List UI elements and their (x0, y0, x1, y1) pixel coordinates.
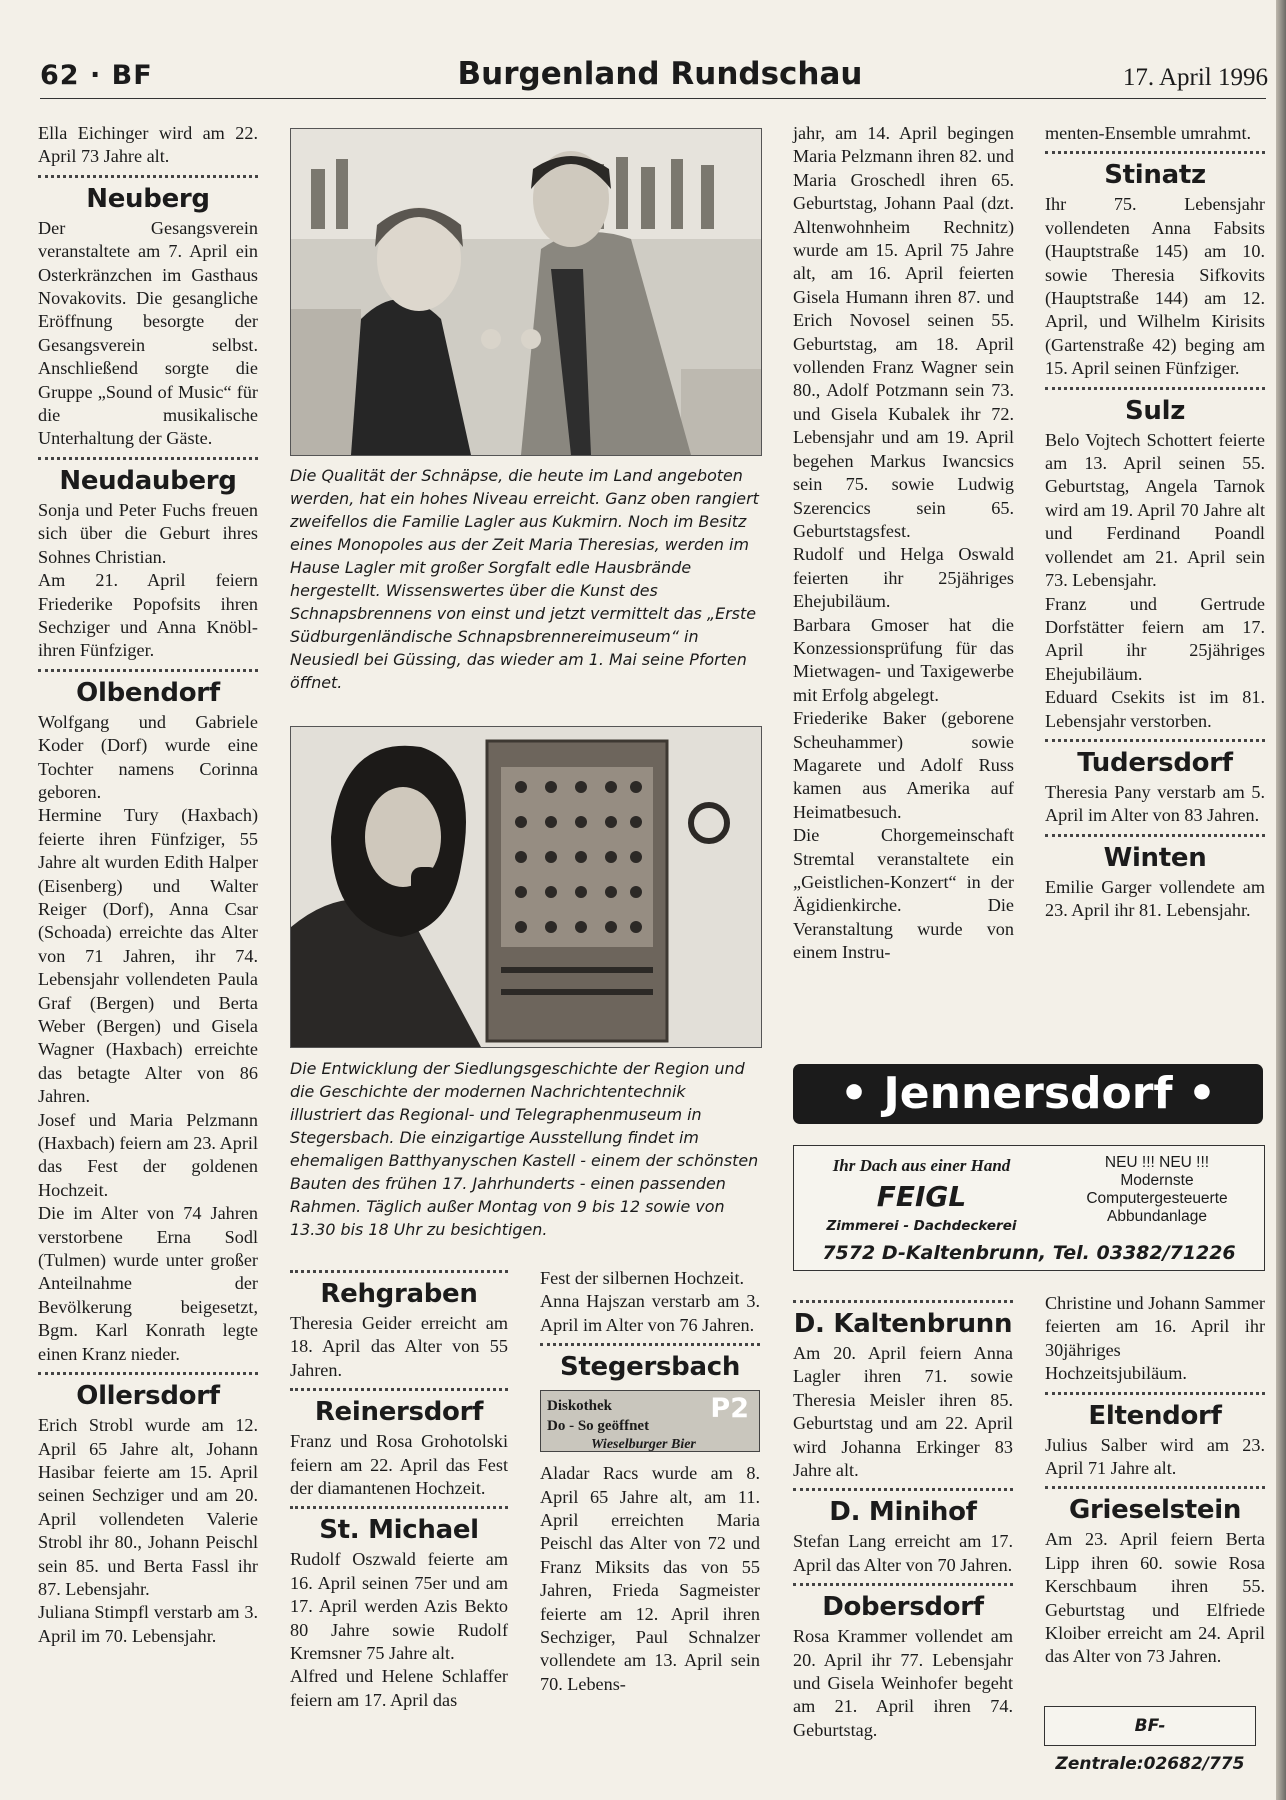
photo-telegraph-woman (290, 726, 762, 1048)
ad-text: Do - So geöffnet (547, 1418, 650, 1435)
ad-slogan: Ihr Dach aus einer Hand (832, 1156, 1011, 1175)
article-text: Der Gesangsverein veranstaltete am 7. April ein Osterkränzchen im Gasthaus Novakovits. Die gesangliche Eröffnung besorgte der Gesangsverein selbst. Anschließend sorgte die Gruppe „Sound of Music“ für die musikalische Unterhaltung der Gäste. (38, 217, 258, 449)
photo-caption: Die Entwicklung der Siedlungsgeschichte der Region und die Geschichte der modernen Nachrichtentechnik illustriert das Regional- und Telegraphenmuseum in Stegersbach. Die einzigartige Ausstellung findet im ehemaligen Batthyanyschen Kastell - einem der schönsten Bauten des frühen 17. Jahrhunderts - einen passenden Rahmen. Täglich außer Montag von 9 bis 12 sowie von 13.30 bis 18 Uhr zu besichtigen. (290, 1059, 759, 1239)
article-text: Anna Hajszan verstarb am 3. April im Alter von 76 Jahren. (540, 1291, 760, 1335)
article-text: Fest der silbernen Hochzeit. (540, 1268, 745, 1288)
article-text: Juliana Stimpfl verstarb am 3. April im 70. Lebensjahr. (38, 1602, 258, 1646)
article-text: Sonja und Peter Fuchs freuen sich über die Geburt ihres Sohnes Christian. (38, 499, 258, 567)
header-rule (40, 98, 1266, 99)
ad-company-name: FEIGL (876, 1180, 967, 1213)
dotted-separator (38, 175, 258, 178)
ad-text: Wieselburger Bier (591, 1437, 696, 1453)
dotted-separator (793, 1583, 1013, 1586)
article-text: Stefan Lang erreicht am 17. April das Alter von 70 Jahren. (793, 1531, 1013, 1575)
feigl-advertisement (793, 1145, 1265, 1271)
section-heading-sulz: Sulz (1124, 395, 1186, 426)
column-5 (1045, 122, 1265, 923)
article-text: Alfred und Helene Schlaffer feiern am 17. April das (290, 1666, 508, 1710)
article-text: Erich Strobl wurde am 12. April 65 Jahre alt, Johann Hasibar feierte am 15. April seinen Sechziger und am 20. April vollendeten Valerie Strobl ihr 80., Johann Peischl sein 85. und Berta Fassl ihr 87. Lebensjahr. (38, 1415, 258, 1599)
section-heading-neuberg: Neuberg (86, 183, 210, 214)
page-number: 62 · BF (40, 60, 153, 91)
section-heading-st-michael: St. Michael (319, 1515, 479, 1546)
section-heading-d-minihof: D. Minihof (829, 1497, 977, 1528)
diskothek-ad (540, 1390, 760, 1452)
section-heading-ollersdorf: Ollersdorf (76, 1381, 220, 1412)
section-heading-dobersdorf: Dobersdorf (822, 1592, 984, 1623)
section-heading-winten: Winten (1103, 842, 1207, 873)
section-heading-stinatz: Stinatz (1104, 160, 1206, 191)
article-text: Rudolf Oszwald feierte am 16. April seinen 75er und am 17. April werden Azis Bekto 80 Jahre sowie Rudolf Kremsner 75 Jahre alt. (290, 1549, 508, 1664)
article-text: Rudolf und Helga Oswald feierten ihr 25jähriges Ehejubiläum. (793, 544, 1014, 612)
article-text: Rosa Krammer vollendet am 20. April ihr 77. Lebensjahr und Gisela Weinhofer begeht am 21. April ihren 74. Geburtstag. (793, 1626, 1013, 1740)
photo-caption: Die Qualität der Schnäpse, die heute im Land angeboten werden, hat ein hohes Niveau erreicht. Ganz oben rangiert zweifellos die Familie Lagler aus Kukmirn. Noch im Besitz eines Monopoles aus der Zeit Maria Theresias, werden im Hause Lagler mit großer Sorgfalt edle Hausbrände hergestellt. Wissenswertes über die Kunst des Schnapsbrennens von einst und jetzt vermittelt das „Erste Südburgenländische Schnapsbrennereimuseum“ in Neusiedl bei Güssing, das wieder am 1. Mai seine Pforten öffnet. (290, 466, 759, 692)
dotted-separator (38, 1372, 258, 1375)
dotted-separator (1045, 739, 1265, 742)
article-text: Die Chorgemeinschaft Stremtal veranstaltete ein „Geistlichen-Konzert“ in der Ägidienkirche. Die Veranstaltung wurde von einem Instru- (793, 825, 1014, 963)
section-heading-tudersdorf: Tudersdorf (1077, 747, 1233, 778)
issue-date: 17. April 1996 (1122, 64, 1268, 91)
dotted-separator (290, 1506, 508, 1509)
dotted-separator (290, 1388, 508, 1391)
ad-news-line: Abbundanlage (1107, 1208, 1207, 1225)
photo-illustration (291, 129, 761, 455)
dotted-separator (1045, 151, 1265, 154)
article-text: Friederike Baker (geborene Scheuhammer) sowie Magarete und Adolf Russ kamen aus Amerika auf Heimatbesuch. (793, 708, 1014, 822)
article-text: Am 21. April feiern Friederike Popofsits ihren Sechziger und Anna Knöbl-ihren Fünfziger. (38, 570, 258, 661)
dotted-separator (38, 669, 258, 672)
dotted-separator (38, 457, 258, 460)
dotted-separator (540, 1343, 760, 1346)
article-text: Wolfgang und Gabriele Koder (Dorf) wurde eine Tochter namens Corinna geboren. (38, 711, 258, 802)
column-6 (793, 1294, 1013, 1742)
dotted-separator (1045, 1486, 1265, 1489)
article-text: Ihr 75. Lebensjahr vollendeten Anna Fabsits (Hauptstraße 145) am 10. sowie Theresia Sifkovits (Hauptstraße 144) am 12. April, und Wilhelm Kirisits (Gartenstraße 42) beging am 15. April seinen Fünfziger. (1045, 194, 1265, 379)
section-heading-olbendorf: Olbendorf (76, 677, 220, 708)
ad-news-line: NEU !!! NEU !!! (1104, 1154, 1210, 1171)
section-heading-d-kaltenbrunn: D. Kaltenbrunn (793, 1309, 1013, 1339)
article-text: Josef und Maria Pelzmann (Haxbach) feiern am 23. April das Fest der goldenen Hochzeit. (38, 1109, 258, 1200)
ad-logo: P2 (710, 1393, 749, 1425)
article-text: Theresia Pany verstarb am 5. April im Alter von 83 Jahren. (1045, 781, 1265, 826)
column-4 (793, 122, 1014, 965)
section-heading-stegersbach: Stegersbach (559, 1352, 741, 1383)
column-1 (38, 122, 258, 1648)
section-heading-rehgraben: Rehgraben (320, 1279, 478, 1309)
article-text: Theresia Geider erreicht am 18. April das Alter von 55 Jahren. (290, 1313, 508, 1380)
column-2 (290, 1264, 508, 1712)
ad-text: Diskothek (547, 1398, 613, 1415)
column-7 (1045, 1292, 1265, 1669)
dotted-separator (793, 1488, 1013, 1491)
ad-news-line: Modernste (1120, 1172, 1194, 1189)
column-3 (540, 1267, 760, 1696)
photo-schnapps-couple (290, 128, 762, 456)
article-text: Barbara Gmoser hat die Konzessionsprüfung für das Mietwagen- und Taxigewerbe mit Erfolg abgelegt. (793, 614, 1014, 705)
page-edge-shadow (1276, 0, 1286, 1800)
dotted-separator (1045, 1392, 1265, 1395)
article-text: menten-Ensemble umrahmt. (1045, 123, 1252, 143)
article-text: Die im Alter von 74 Jahren verstorbene Erna Sodl (Tulmen) wurde unter großer Anteilnahme der Bevölkerung beigesetzt, Bgm. Karl Konrath legte einen Kranz nieder. (38, 1203, 258, 1364)
ad-news (1062, 1154, 1252, 1226)
section-banner-jennersdorf: • Jennersdorf • (793, 1064, 1263, 1124)
ad-news-line: Computergesteuerte (1086, 1190, 1228, 1207)
section-heading-grieselstein: Grieselstein (1068, 1495, 1242, 1526)
article-text: Eduard Csekits ist im 81. Lebensjahr verstorben. (1045, 687, 1265, 731)
photo-illustration (291, 727, 761, 1047)
section-heading-reinersdorf: Reinersdorf (314, 1397, 484, 1428)
dotted-separator (793, 1300, 1013, 1303)
dotted-separator (1045, 834, 1265, 837)
article-text: Ella Eichinger wird am 22. April 73 Jahre alt. (38, 123, 258, 167)
article-text: Belo Vojtech Schottert feierte am 13. April seinen 55. Geburtstag, Angela Tarnok wird am 19. April 70 Jahre alt und Ferdinand Poandl vollendet am 21. April sein 73. Lebensjahr. (1045, 429, 1265, 591)
article-text: Franz und Rosa Grohotolski feiern am 22. April das Fest der diamantenen Hochzeit. (290, 1431, 508, 1499)
ad-trade: Zimmerei - Dachdeckerei (826, 1218, 1017, 1234)
article-text: Aladar Racs wurde am 8. April 65 Jahre alt, am 11. April erreichten Maria Peischl das Alter von 72 und Franz Miksits das von 55 Jahren, Frieda Sagmeister feierte am 12. April ihren Sechziger, Paul Schnalzer vollendete am 13. April sein 70. Lebens- (540, 1463, 760, 1694)
bf-zentrale-box: BF-Zentrale:02682/775 (1044, 1706, 1256, 1746)
article-text: jahr, am 14. April begingen Maria Pelzmann ihren 82. und Maria Groschedl ihren 65. Geburtstag, Johann Paal (dzt. Altenwohnheim Rechnitz) wurde am 15. April 75 Jahre alt, am 16. April feierten Gisela Humann ihren 87. und Erich Novosel seinen 55. Geburtstag, am 18. April vollenden Franz Wagner sein 80., Adolf Potzmann sein 73. und Gisela Kubalek ihr 72. Lebensjahr und am 19. April begehen Markus Iwancsics sein 75. sowie Ludwig Szerencics sein 65. Geburtstagsfest. (793, 123, 1014, 541)
section-heading-neudauberg: Neudauberg (59, 465, 237, 496)
section-heading-eltendorf: Eltendorf (1088, 1400, 1222, 1431)
dotted-separator (290, 1270, 508, 1273)
newspaper-title: Burgenland Rundschau (457, 56, 863, 92)
article-text: Am 20. April feiern Anna Lagler ihren 71. sowie Theresia Meisler ihren 85. Geburtstag und am 22. April wird Johanna Erkinger 83 Jahre alt. (793, 1343, 1013, 1481)
ad-contact: 7572 D-Kaltenbrunn, Tel. 03382/71226 (822, 1242, 1236, 1264)
article-text: Am 23. April feiern Berta Lipp ihren 60. sowie Rosa Kerschbaum ihren 55. Geburtstag und Elfriede Kloiber erreicht am 24. April das Alter von 73 Jahren. (1045, 1529, 1265, 1667)
article-text: Hermine Tury (Haxbach) feierte ihren Fünfziger, 55 Jahre alt wurden Edith Halper (Eisenberg) und Walter Reiger (Dorf), Anna Csar (Schoada) erreichte das Alter von 71 Jahren, ihr 74. Lebensjahr vollendeten Paula Graf (Bergen) und Berta Weber (Bergen) und Gisela Wagner (Haxbach) erreichte das betagte Alter von 86 Jahren. (38, 805, 258, 1107)
article-text: Emilie Garger vollendete am 23. April ihr 81. Lebensjahr. (1045, 876, 1265, 921)
article-text: Christine und Johann Sammer feierten am 16. April ihr 30jähriges Hochzeitsjubiläum. (1045, 1293, 1265, 1384)
dotted-separator (1045, 387, 1265, 390)
article-text: Julius Salber wird am 23. April 71 Jahre alt. (1045, 1434, 1265, 1479)
article-text: Franz und Gertrude Dorfstätter feiern am 17. April ihr 25jähriges Ehejubiläum. (1045, 593, 1265, 684)
